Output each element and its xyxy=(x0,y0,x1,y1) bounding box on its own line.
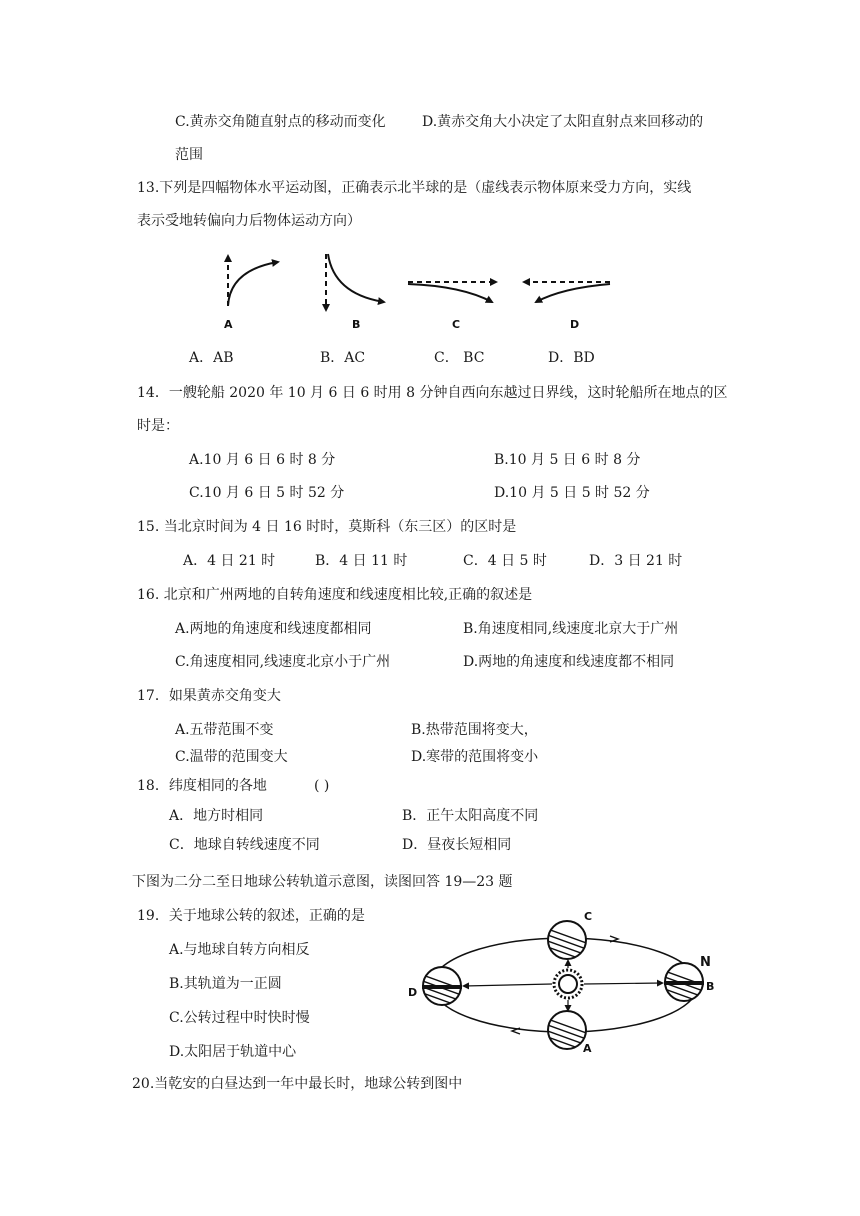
q16-option-b: B.角速度相同,线速度北京大于广州 xyxy=(463,621,679,637)
q14-stem-line2: 时是： xyxy=(137,418,179,434)
deflection-figure xyxy=(200,248,640,334)
q14-option-a: A.10 月 6 日 6 时 8 分 xyxy=(189,452,336,468)
sun-icon xyxy=(554,970,582,998)
q18-stem: 18．纬度相同的各地 xyxy=(137,778,267,794)
q20-stem: 20.当乾安的白昼达到一年中最长时，地球公转到图中 xyxy=(132,1076,463,1092)
q14-stem-line1: 14．一艘轮船 2020 年 10 月 6 日 6 时用 8 分钟自西向东越过日界线，这时轮船所在地点的区 xyxy=(137,385,728,401)
q13-option-a: A．AB xyxy=(189,350,234,366)
q13-option-c: C． BC xyxy=(434,350,485,366)
q12-option-c: C.黄赤交角随直射点的移动而变化 xyxy=(175,114,386,130)
orbit-label-d: D xyxy=(408,986,418,999)
q18-option-b: B．正午太阳高度不同 xyxy=(402,808,539,824)
deflection-diagram-c xyxy=(408,282,496,331)
q19-option-c: C.公转过程中时快时慢 xyxy=(169,1010,310,1026)
orbit-label-a: A xyxy=(583,1042,592,1055)
q19-stem: 19．关于地球公转的叙述，正确的是 xyxy=(137,908,365,924)
q18-option-c: C．地球自转线速度不同 xyxy=(169,837,320,853)
q12-option-d-continued: 范围 xyxy=(175,147,203,163)
q13-stem-line2: 表示受地转偏向力后物体运动方向） xyxy=(137,213,361,229)
fig-label-a: A xyxy=(224,318,233,331)
fig-label-d: D xyxy=(570,318,580,331)
q18-answer-blank: ( ) xyxy=(314,778,330,794)
fig-label-c: C xyxy=(452,318,461,331)
q16-option-a: A.两地的角速度和线速度都相同 xyxy=(175,621,372,637)
deflection-diagram-a xyxy=(224,256,278,331)
q17-stem: 17．如果黄赤交角变大 xyxy=(137,688,281,704)
intro-19-23: 下图为二分二至日地球公转轨道示意图，读图回答 19—23 题 xyxy=(132,874,513,890)
q17-option-c: C.温带的范围变大 xyxy=(175,749,288,765)
orbit-label-b: B xyxy=(706,980,715,993)
q15-option-b: B．4 日 11 时 xyxy=(315,553,408,569)
q13-option-d: D．BD xyxy=(548,350,595,366)
q12-option-d: D.黄赤交角大小决定了太阳直射点来回移动的 xyxy=(422,114,704,130)
q18-option-d: D．昼夜长短相同 xyxy=(402,837,512,853)
deflection-diagram-b xyxy=(326,254,384,331)
q19-option-a: A.与地球自转方向相反 xyxy=(169,942,310,958)
q16-option-c: C.角速度相同,线速度北京小于广州 xyxy=(175,654,391,670)
earth-position-d xyxy=(420,967,464,1008)
q16-stem: 16. 北京和广州两地的自转角速度和线速度相比较,正确的叙述是 xyxy=(137,587,533,603)
q13-option-b: B．AC xyxy=(320,350,366,366)
fig-label-b: B xyxy=(352,318,361,331)
q17-option-d: D.寒带的范围将变小 xyxy=(411,749,539,765)
q19-option-d: D.太阳居于轨道中心 xyxy=(169,1044,297,1060)
deflection-diagram-d xyxy=(524,282,610,331)
q17-option-b: B.热带范围将变大， xyxy=(411,722,538,738)
north-label: N xyxy=(700,955,711,970)
q19-option-b: B.其轨道为一正圆 xyxy=(169,976,282,992)
q15-stem: 15. 当北京时间为 4 日 16 时时，莫斯科（东三区）的区时是 xyxy=(137,519,517,535)
q14-option-d: D.10 月 5 日 5 时 52 分 xyxy=(494,485,650,501)
orbit-figure xyxy=(400,906,730,1056)
q15-option-c: C．4 日 5 时 xyxy=(463,553,547,569)
q18-option-a: A．地方时相同 xyxy=(169,808,264,824)
q16-option-d: D.两地的角速度和线速度都不相同 xyxy=(463,654,675,670)
q17-option-a: A.五带范围不变 xyxy=(175,722,274,738)
earth-position-c xyxy=(545,921,589,962)
orbit-label-c: C xyxy=(584,910,593,923)
q13-stem-line1: 13.下列是四幅物体水平运动图，正确表示北半球的是（虚线表示物体原来受力方向，实线 xyxy=(137,180,692,196)
q14-option-b: B.10 月 5 日 6 时 8 分 xyxy=(494,452,641,468)
q15-option-d: D．3 日 21 时 xyxy=(589,553,683,569)
q14-option-c: C.10 月 6 日 5 时 52 分 xyxy=(189,485,345,501)
q15-option-a: A．4 日 21 时 xyxy=(183,553,276,569)
